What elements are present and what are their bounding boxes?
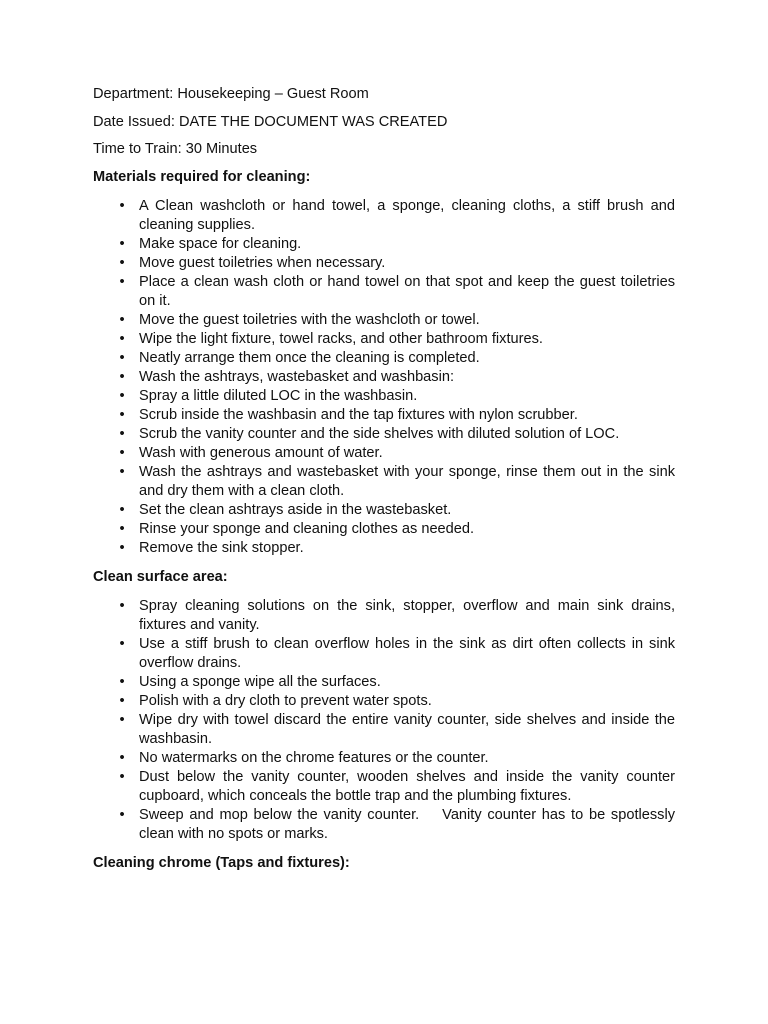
document-body [93,85,680,883]
bullet-icon: • [119,539,125,556]
list-item: • Scrub the vanity counter and the side shelves with diluted solution of LOC. [93,425,675,444]
bullet-icon: • [119,273,125,290]
bullet-icon: • [119,254,125,271]
list-item: • Wipe dry with towel discard the entire vanity counter, side shelves and inside the washbasin. [93,711,675,749]
list-item: • Place a clean wash cloth or hand towel on that spot and keep the guest toiletries on it. [93,273,675,311]
bullet-icon: • [119,330,125,347]
list-item: • Wash the ashtrays, wastebasket and washbasin: [93,368,675,387]
list-item: • Spray cleaning solutions on the sink, stopper, overflow and main sink drains, fixtures and vanity. [93,597,675,635]
materials-list-a [93,197,675,273]
bullet-icon: • [119,806,125,823]
bullet-icon: • [119,635,125,652]
list-item: • Wash with generous amount of water. [93,444,675,463]
list-item: • Move the guest toiletries with the washcloth or towel. [93,311,675,330]
bullet-icon: • [119,597,125,614]
bullet-icon: • [119,768,125,785]
section-heading-clean-surface: Clean surface area: [93,568,228,585]
list-item: • Rinse your sponge and cleaning clothes as needed. [93,520,675,539]
bullet-icon: • [119,501,125,518]
bullet-icon: • [119,692,125,709]
bullet-icon: • [119,444,125,461]
bullet-icon: • [119,520,125,537]
bullet-icon: • [119,673,125,690]
time-to-train-line: Time to Train: 30 Minutes [93,141,258,157]
clean-surface-list [93,597,680,844]
list-item: • Using a sponge wipe all the surfaces. [93,673,675,692]
bullet-icon: • [119,197,125,214]
bullet-icon: • [119,387,125,404]
list-item: • Sweep and mop below the vanity counter. Vanity counter has to be spotlessly clean with no spots or marks. [93,806,675,844]
list-item: • Move guest toiletries when necessary. [93,254,675,273]
bullet-icon: • [119,311,125,328]
list-item: • Dust below the vanity counter, wooden shelves and inside the vanity counter cupboard, which conceals the bottle trap and the plumbing fixtures. [93,768,675,806]
bullet-icon: • [119,406,125,423]
list-item: • Wipe the light fixture, towel racks, and other bathroom fixtures. [93,330,675,349]
section-heading-cleaning-chrome: Cleaning chrome (Taps and fixtures): [93,854,350,871]
list-item: • Polish with a dry cloth to prevent water spots. [93,692,675,711]
list-item: • Set the clean ashtrays aside in the wastebasket. [93,501,675,520]
list-item: • Make space for cleaning. [93,235,675,254]
list-item: • Wash the ashtrays and wastebasket with your sponge, rinse them out in the sink and dry them with a clean cloth. [93,463,675,501]
list-item: • Use a stiff brush to clean overflow holes in the sink as dirt often collects in sink overflow drains. [93,635,675,673]
bullet-icon: • [119,711,125,728]
materials-list-b [93,273,675,558]
list-item: • Neatly arrange them once the cleaning is completed. [93,349,675,368]
bullet-icon: • [119,368,125,385]
list-item: • A Clean washcloth or hand towel, a sponge, cleaning cloths, a stiff brush and cleaning supplies. [93,197,675,235]
bullet-icon: • [119,463,125,480]
bullet-icon: • [119,349,125,366]
list-item: • No watermarks on the chrome features or the counter. [93,749,675,768]
list-item: • Scrub inside the washbasin and the tap fixtures with nylon scrubber. [93,406,675,425]
bullet-icon: • [119,749,125,766]
date-issued-line: Date Issued: DATE THE DOCUMENT WAS CREATED [93,113,448,130]
department-line: Department: Housekeeping – Guest Room [93,86,369,102]
list-item: • Spray a little diluted LOC in the washbasin. [93,387,675,406]
section-heading-materials: Materials required for cleaning: [93,168,311,185]
list-item: • Remove the sink stopper. [93,539,675,558]
bullet-icon: • [119,425,125,442]
bullet-icon: • [119,235,125,252]
